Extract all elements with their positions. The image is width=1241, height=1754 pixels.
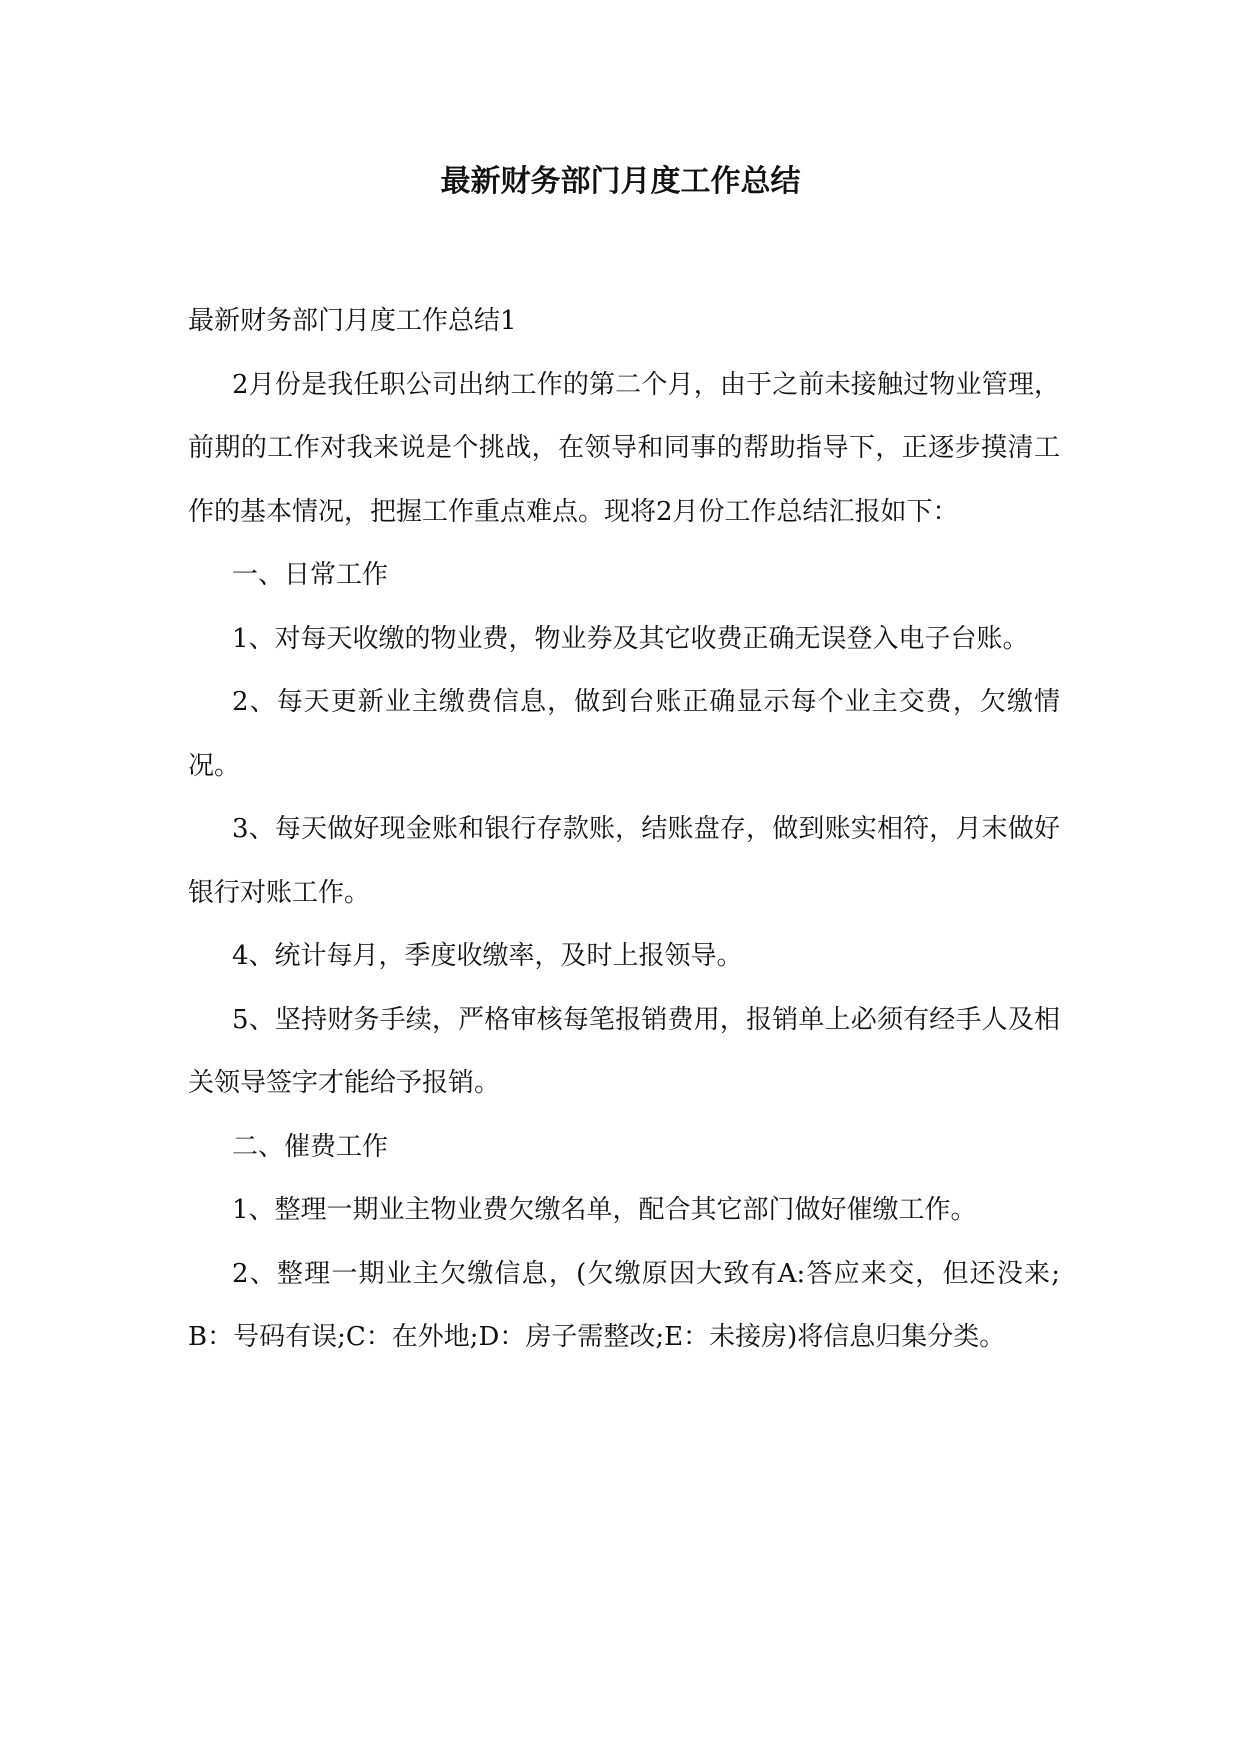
paragraph: 2月份是我任职公司出纳工作的第二个月，由于之前未接触过物业管理，前期的工作对我来说是个挑战，在领导和同事的帮助指导下，正逐步摸清工作的基本情况，把握工作重点难点。现将2月份工作总结汇报如下：	[188, 369, 1060, 527]
list-item: 2、每天更新业主缴费信息，做到台账正确显示每个业主交费，欠缴情况。	[188, 687, 1060, 781]
list-item: 4、统计每月，季度收缴率，及时上报领导。	[232, 941, 743, 971]
document-body	[188, 290, 1060, 1370]
list-item: 5、坚持财务手续，严格审核每笔报销费用，报销单上必须有经手人及相关领导签字才能给予报销。	[188, 1004, 1060, 1098]
list-item: 3、每天做好现金账和银行存款账，结账盘存，做到账实相符，月末做好银行对账工作。	[188, 814, 1060, 908]
paragraph: 最新财务部门月度工作总结1	[188, 306, 517, 336]
section-heading: 一、日常工作	[232, 560, 389, 590]
list-item: 1、对每天收缴的物业费，物业券及其它收费正确无误登入电子台账。	[232, 623, 1029, 654]
list-item: 2、整理一期业主欠缴信息，(欠缴原因大致有A:答应来交，但还没来;B：号码有误;C：在外地;D：房子需整改;E：未接房)将信息归集分类。	[188, 1258, 1060, 1352]
document-title: 最新财务部门月度工作总结	[440, 164, 801, 199]
section-heading: 二、催费工作	[232, 1131, 389, 1162]
list-item: 1、整理一期业主物业费欠缴名单，配合其它部门做好催缴工作。	[232, 1195, 977, 1225]
